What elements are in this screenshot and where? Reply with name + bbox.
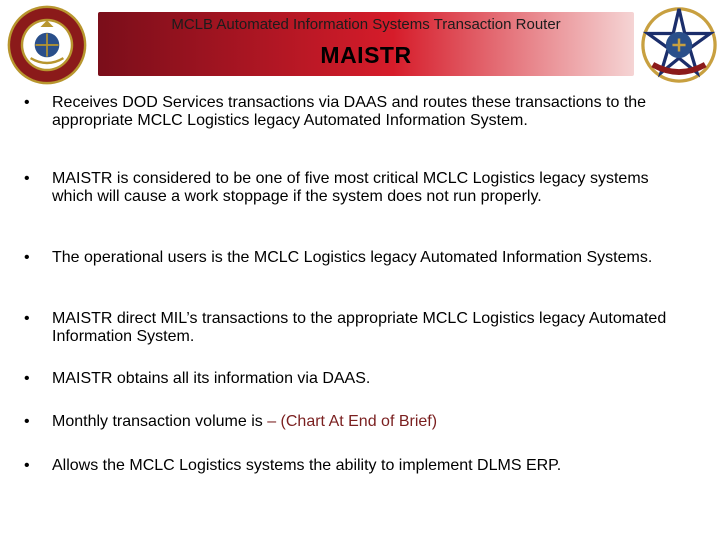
bullet-marker: • <box>24 370 30 387</box>
bullet-text: Receives DOD Services transactions via DAAS and routes these transactions to the appropriate MCLC Logistics legacy Automated Information System. <box>52 94 647 129</box>
bullet-marker: • <box>24 413 30 430</box>
bullet-text: MAISTR direct MIL’s transactions to the appropriate MCLC Logistics legacy Automated Information System. <box>52 310 667 345</box>
bullet-note: – (Chart At End of Brief) <box>267 413 438 430</box>
bullet-marker: • <box>24 457 30 474</box>
header-subtitle: MCLB Automated Information Systems Transaction Router <box>171 16 561 33</box>
bullet-item <box>24 94 690 130</box>
bullet-marker: • <box>24 170 30 187</box>
bullet-text: MAISTR is considered to be one of five most critical MCLC Logistics legacy systems which will cause a work stoppage if the system does not run properly. <box>52 170 649 205</box>
bullet-text: Monthly transaction volume is <box>52 413 268 430</box>
page-title: MAISTR <box>320 42 412 68</box>
bullet-text: Allows the MCLC Logistics systems the ability to implement DLMS ERP. <box>52 457 562 474</box>
bullet-item <box>24 457 690 475</box>
bullet-item <box>24 249 690 267</box>
bullet-marker: • <box>24 249 30 266</box>
bullet-item <box>24 310 690 346</box>
bullet-marker: • <box>24 94 30 111</box>
bullet-text: The operational users is the MCLC Logistics legacy Automated Information Systems. <box>52 249 653 266</box>
bullet-item <box>24 370 690 388</box>
bullet-item <box>24 413 690 431</box>
bullet-text: MAISTR obtains all its information via DAAS. <box>52 370 371 387</box>
bullet-marker: • <box>24 310 30 327</box>
bullet-item <box>24 170 690 206</box>
